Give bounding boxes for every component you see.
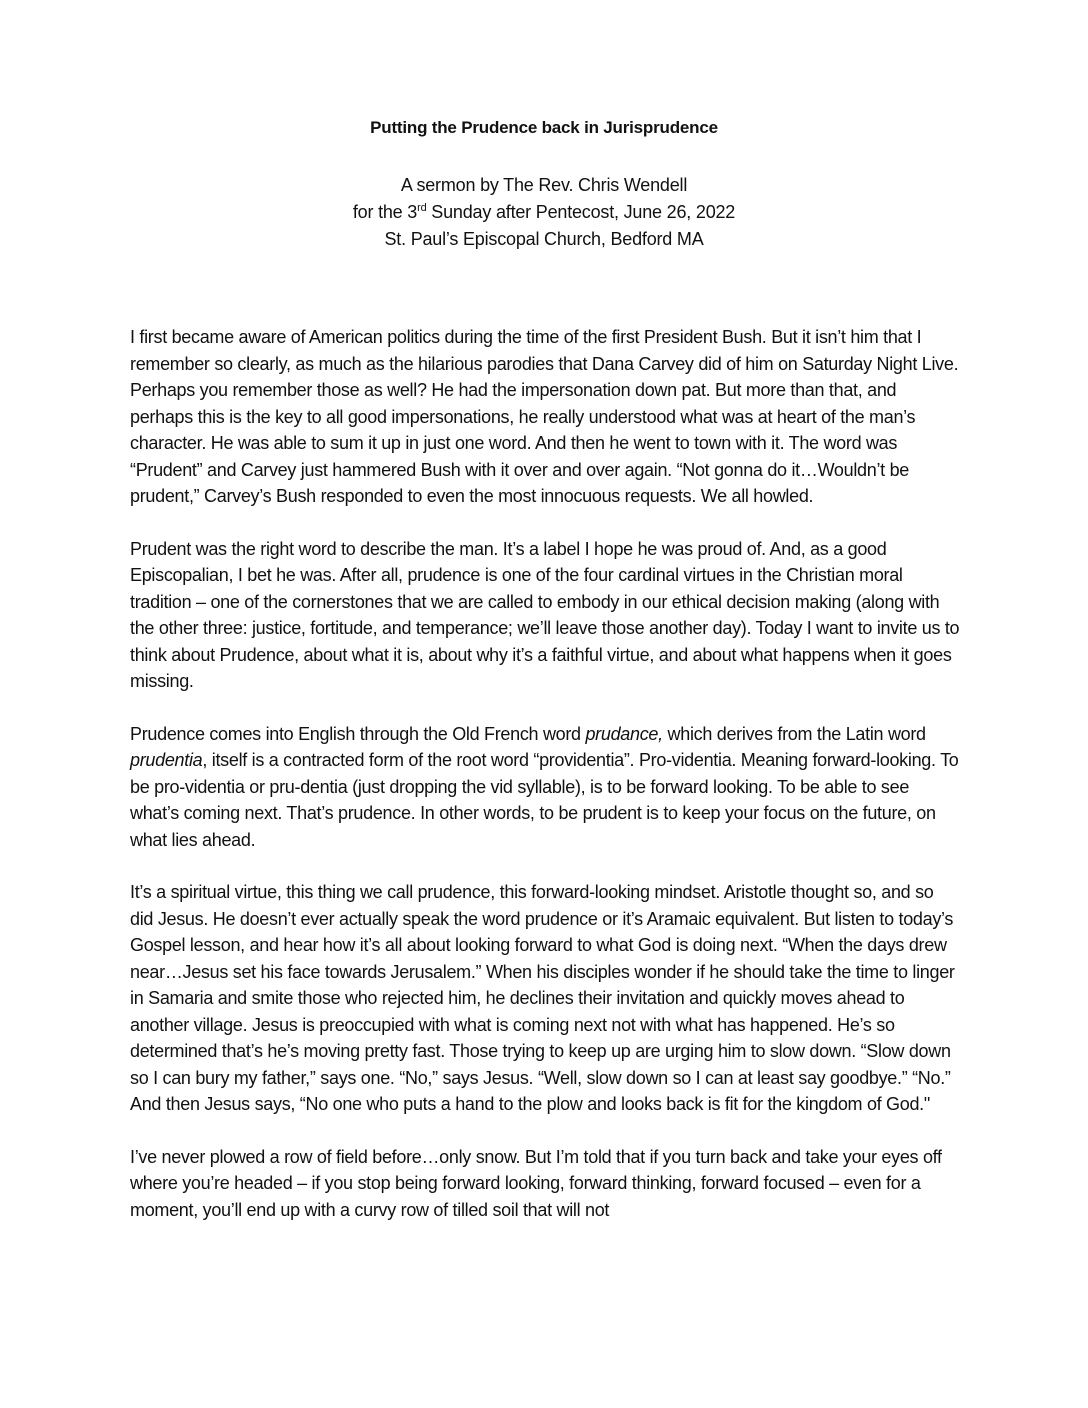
- paragraph-3-part-a: Prudence comes into English through the Old French word: [130, 723, 586, 744]
- ordinal-suffix: rd: [417, 202, 427, 214]
- byline-occasion: [0, 199, 1088, 226]
- document-title: Putting the Prudence back in Jurisprudence: [370, 118, 718, 137]
- italic-word-prudentia: prudentia: [130, 750, 203, 770]
- byline-occasion-suffix: Sunday after Pentecost, June 26, 2022: [426, 202, 736, 222]
- sermon-body: [130, 324, 960, 1223]
- paragraph-3-part-c: which derives from the Latin word: [662, 723, 926, 744]
- byline-occasion-prefix: for the 3: [352, 202, 418, 222]
- paragraph-2: Prudent was the right word to describe the man. It’s a label I hope he was proud of. And, as a good Episcopalian, I bet he was. After all, prudence is one of the four cardinal virtues in the Christian moral tradition – one of the cornerstones that we are called to embody in our ethical decision making (along with the other three: justice, fortitude, and temperance; we’ll leave those another day). Today I want to invite us to think about Prudence, about what it is, about why it’s a faithful virtue, and about what happens when it goes missing.: [130, 538, 960, 691]
- paragraph-5: I’ve never plowed a row of field before…only snow. But I’m told that if you turn back and take your eyes off where you’re headed – if you stop being forward looking, forward thinking, forward focused – even for a moment, you’ll end up with a curvy row of tilled soil that will not: [130, 1146, 942, 1220]
- paragraph-4: It’s a spiritual virtue, this thing we call prudence, this forward-looking mindset. Aristotle thought so, and so did Jesus. He doesn’t ever actually speak the word prudence or it’s Aramaic equivalent. But listen to today’s Gospel lesson, and hear how it’s all about looking forward to what God is doing next. “When the days drew near…Jesus set his face towards Jerusalem.” When his disciples wonder if he should take the time to linger in Samaria and smite those who rejected him, he declines their invitation and quickly moves ahead to another village. Jesus is preoccupied with what is coming next not with what has happened. He’s so determined that’s he’s moving pretty fast. Those trying to keep up are urging him to slow down. “Slow down so I can bury my father,” says one. “No,” says Jesus. “Well, slow down so I can at least say goodbye.” “No.” And then Jesus says, “No one who puts a hand to the plow and looks back is fit for the kingdom of God.": [130, 882, 955, 1114]
- paragraph-3-part-e: , itself is a contracted form of the root word “providentia”. Pro-videntia. Meaning forward-looking. To be pro-videntia or pru-dentia (just dropping the vid syllable), is to be forward looking. To be able to see what’s coming next. That’s prudence. In other words, to be prudent is to keep your focus on the future, on what lies ahead.: [130, 750, 959, 850]
- paragraph-3: [130, 721, 960, 854]
- byline-author: A sermon by The Rev. Chris Wendell: [400, 175, 688, 195]
- byline-church: St. Paul’s Episcopal Church, Bedford MA: [384, 229, 704, 249]
- paragraph-1: I first became aware of American politics during the time of the first President Bush. But it isn’t him that I remember so clearly, as much as the hilarious parodies that Dana Carvey did of him on Saturday Night Live. Perhaps you remember those as well? He had the impersonation down pat. But more than that, and perhaps this is the key to all good impersonations, he really understood what was at heart of the man’s character. He was able to sum it up in just one word. And then he went to town with it. The word was “Prudent” and Carvey just hammered Bush with it over and over again. “Not gonna do it…Wouldn’t be prudent,” Carvey’s Bush responded to even the most innocuous requests. We all howled.: [130, 327, 959, 506]
- byline: [0, 172, 1088, 253]
- italic-word-prudance: prudance,: [585, 723, 663, 744]
